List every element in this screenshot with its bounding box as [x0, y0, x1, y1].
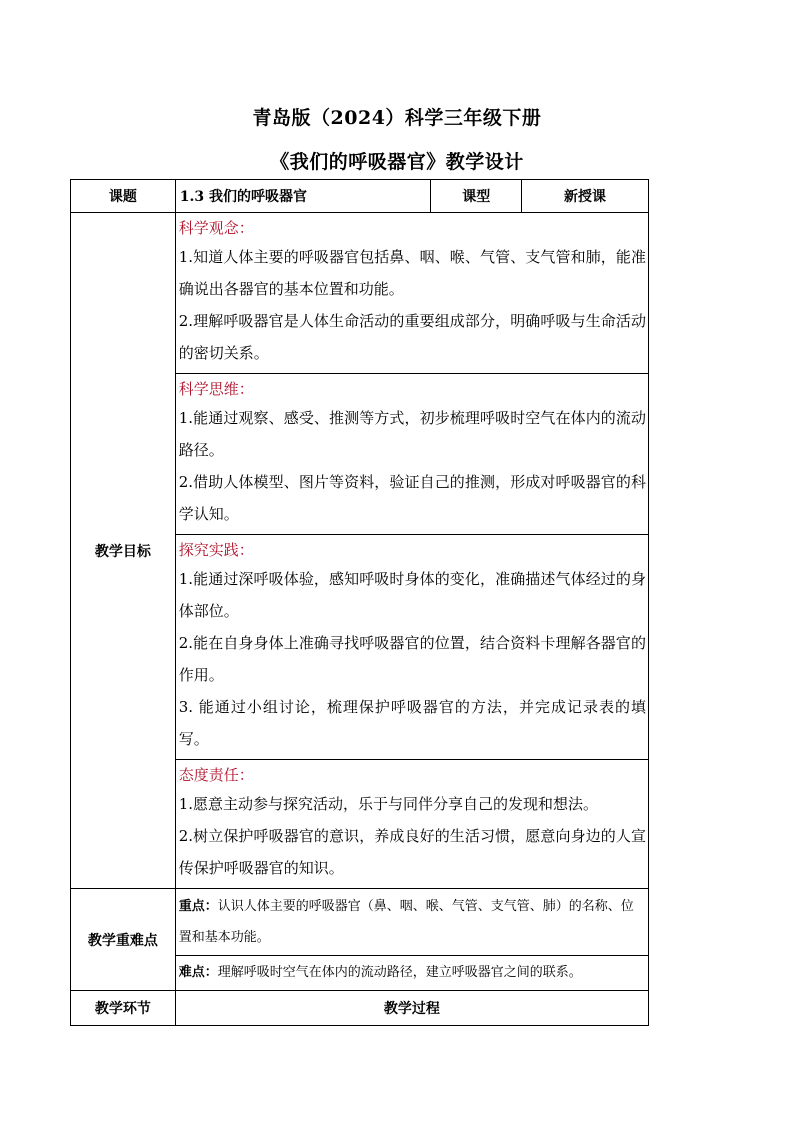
goal-section-concept: [175, 213, 648, 374]
key-point: [175, 889, 648, 956]
goal-item: 1.能通过观察、感受、推测等方式，初步梳理呼吸时空气在体内的流动路径。: [178, 409, 646, 459]
goal-item: 1.愿意主动参与探究活动，乐于与同伴分享自己的发现和想法。: [178, 795, 599, 813]
footer-row: [71, 991, 649, 1026]
goal-section-thinking: [175, 374, 648, 535]
goal-section-title: 科学思维：: [178, 380, 254, 398]
goal-section-title: 态度责任：: [178, 766, 254, 784]
key-point-label: 重点：: [178, 899, 218, 914]
goal-item: 2.树立保护呼吸器官的意识，养成良好的生活习惯，愿意向身边的人宣传保护呼吸器官的知识。: [178, 827, 646, 877]
goal-item: 2.能在自身身体上准确寻找呼吸器官的位置，结合资料卡理解各器官的作用。: [178, 634, 646, 684]
difficult-point: [175, 956, 648, 991]
document-title: 青岛版（2024）科学三年级下册: [252, 107, 542, 129]
goal-section-practice: [175, 535, 648, 760]
key-row-1: [71, 889, 649, 956]
goal-item: 2.理解呼吸器官是人体生命活动的重要组成部分，明确呼吸与生命活动的密切关系。: [178, 312, 646, 362]
difficult-point-label: 难点：: [178, 965, 218, 980]
goal-section-title: 探究实践：: [178, 541, 254, 559]
goal-item: 3. 能通过小组讨论，梳理保护呼吸器官的方法，并完成记录表的填写。: [178, 698, 646, 748]
type-value: 新授课: [522, 180, 649, 213]
header-row: [71, 180, 649, 213]
stage-label: 教学环节: [71, 991, 176, 1026]
goals-row-1: [71, 213, 649, 374]
difficult-point-text: 理解呼吸时空气在体内的流动路径，建立呼吸器官之间的联系。: [217, 965, 582, 980]
topic-label: 课题: [71, 180, 176, 213]
goals-label: 教学目标: [71, 213, 176, 889]
process-label: 教学过程: [175, 991, 648, 1026]
document-subtitle: 《我们的呼吸器官》教学设计: [270, 151, 524, 173]
goal-section-title: 科学观念：: [178, 219, 254, 237]
goal-item: 2.借助人体模型、图片等资料，验证自己的推测，形成对呼吸器官的科学认知。: [178, 473, 646, 523]
key-point-text: 认识人体主要的呼吸器官（鼻、咽、喉、气管、支气管、肺）的名称、位置和基本功能。: [178, 899, 634, 945]
key-label: 教学重难点: [71, 889, 176, 991]
goal-item: 1.知道人体主要的呼吸器官包括鼻、咽、喉、气管、支气管和肺，能准确说出各器官的基本位置和功能。: [178, 248, 646, 298]
type-label: 课型: [431, 180, 522, 213]
topic-value: 1.3 我们的呼吸器官: [175, 180, 431, 213]
goal-item: 1.能通过深呼吸体验，感知呼吸时身体的变化，准确描述气体经过的身体部位。: [178, 570, 646, 620]
goal-section-attitude: [175, 760, 648, 889]
lesson-plan-table: [70, 179, 649, 1026]
